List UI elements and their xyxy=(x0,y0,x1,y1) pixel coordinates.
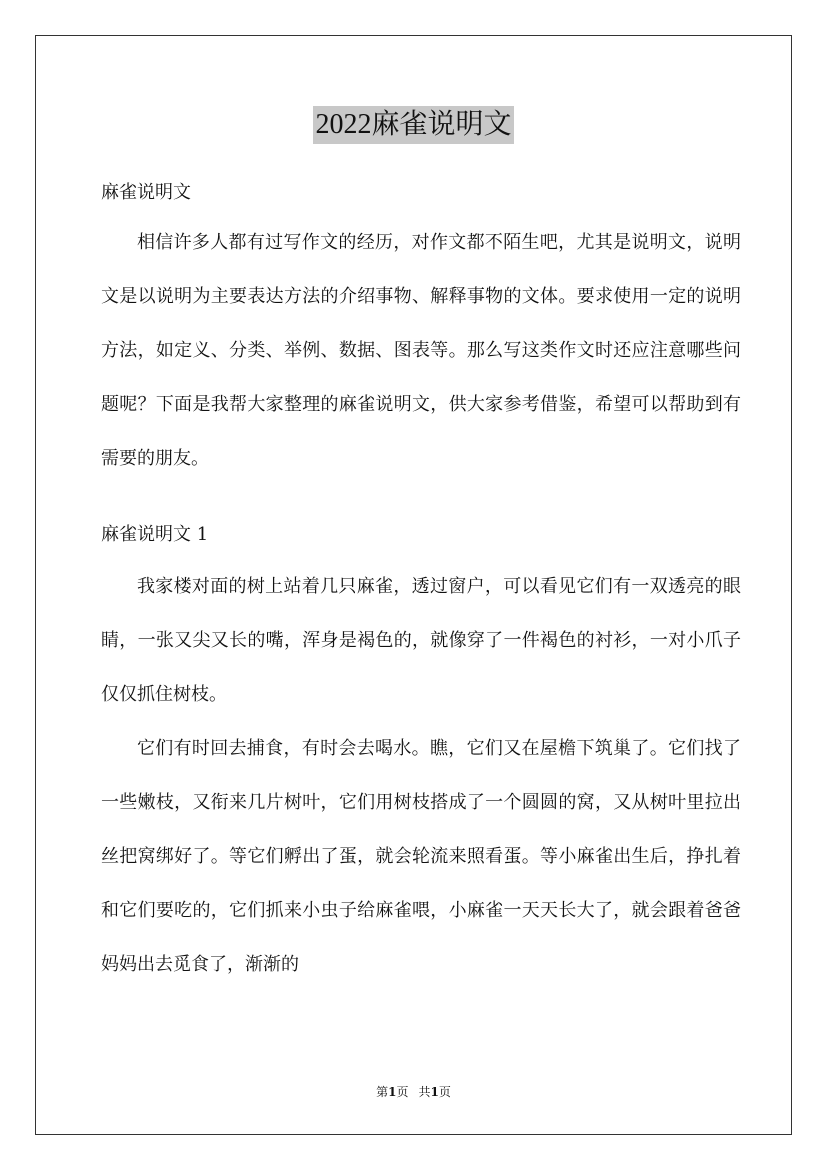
essay-1-paragraph-1: 我家楼对面的树上站着几只麻雀，透过窗户，可以看见它们有一双透亮的眼睛，一张又尖又长的嘴，浑身是褐色的，就像穿了一件褐色的衬衫，一对小爪子仅仅抓住树枝。 xyxy=(101,576,741,705)
footer-total-number: 1 xyxy=(430,1085,439,1099)
document-title-text: 2022麻雀说明文 xyxy=(313,106,513,144)
footer-page-number: 1 xyxy=(388,1085,397,1099)
intro-paragraph: 相信许多人都有过写作文的经历，对作文都不陌生吧，尤其是说明文，说明文是以说明为主要表达方法的介绍事物、解释事物的文体。要求使用一定的说明方法，如定义、分类、举例、数据、图表等。那么写这类作文时还应注意哪些问题呢？下面是我帮大家整理的麻雀说明文，供大家参考借鉴，希望可以帮助到有需要的朋友。 xyxy=(101,232,741,469)
page-footer xyxy=(0,1083,827,1100)
document-title xyxy=(0,103,827,144)
section-heading-intro: 麻雀说明文 xyxy=(101,182,191,203)
footer-total-suffix: 页 xyxy=(438,1085,451,1099)
footer-total-prefix: 共 xyxy=(418,1085,431,1099)
section-heading-essay-1: 麻雀说明文 1 xyxy=(101,524,209,545)
document-body xyxy=(101,170,741,992)
footer-page-suffix: 页 xyxy=(396,1085,409,1099)
section-spacer xyxy=(101,486,741,512)
footer-page-prefix: 第 xyxy=(376,1085,389,1099)
essay-1-paragraph-2: 它们有时回去捕食，有时会去喝水。瞧，它们又在屋檐下筑巢了。它们找了一些嫩枝，又衔来几片树叶，它们用树枝搭成了一个圆圆的窝，又从树叶里拉出丝把窝绑好了。等它们孵出了蛋，就会轮流来照看蛋。等小麻雀出生后，挣扎着和它们要吃的，它们抓来小虫子给麻雀喂，小麻雀一天天长大了，就会跟着爸爸妈妈出去觅食了，渐渐的 xyxy=(101,738,741,975)
